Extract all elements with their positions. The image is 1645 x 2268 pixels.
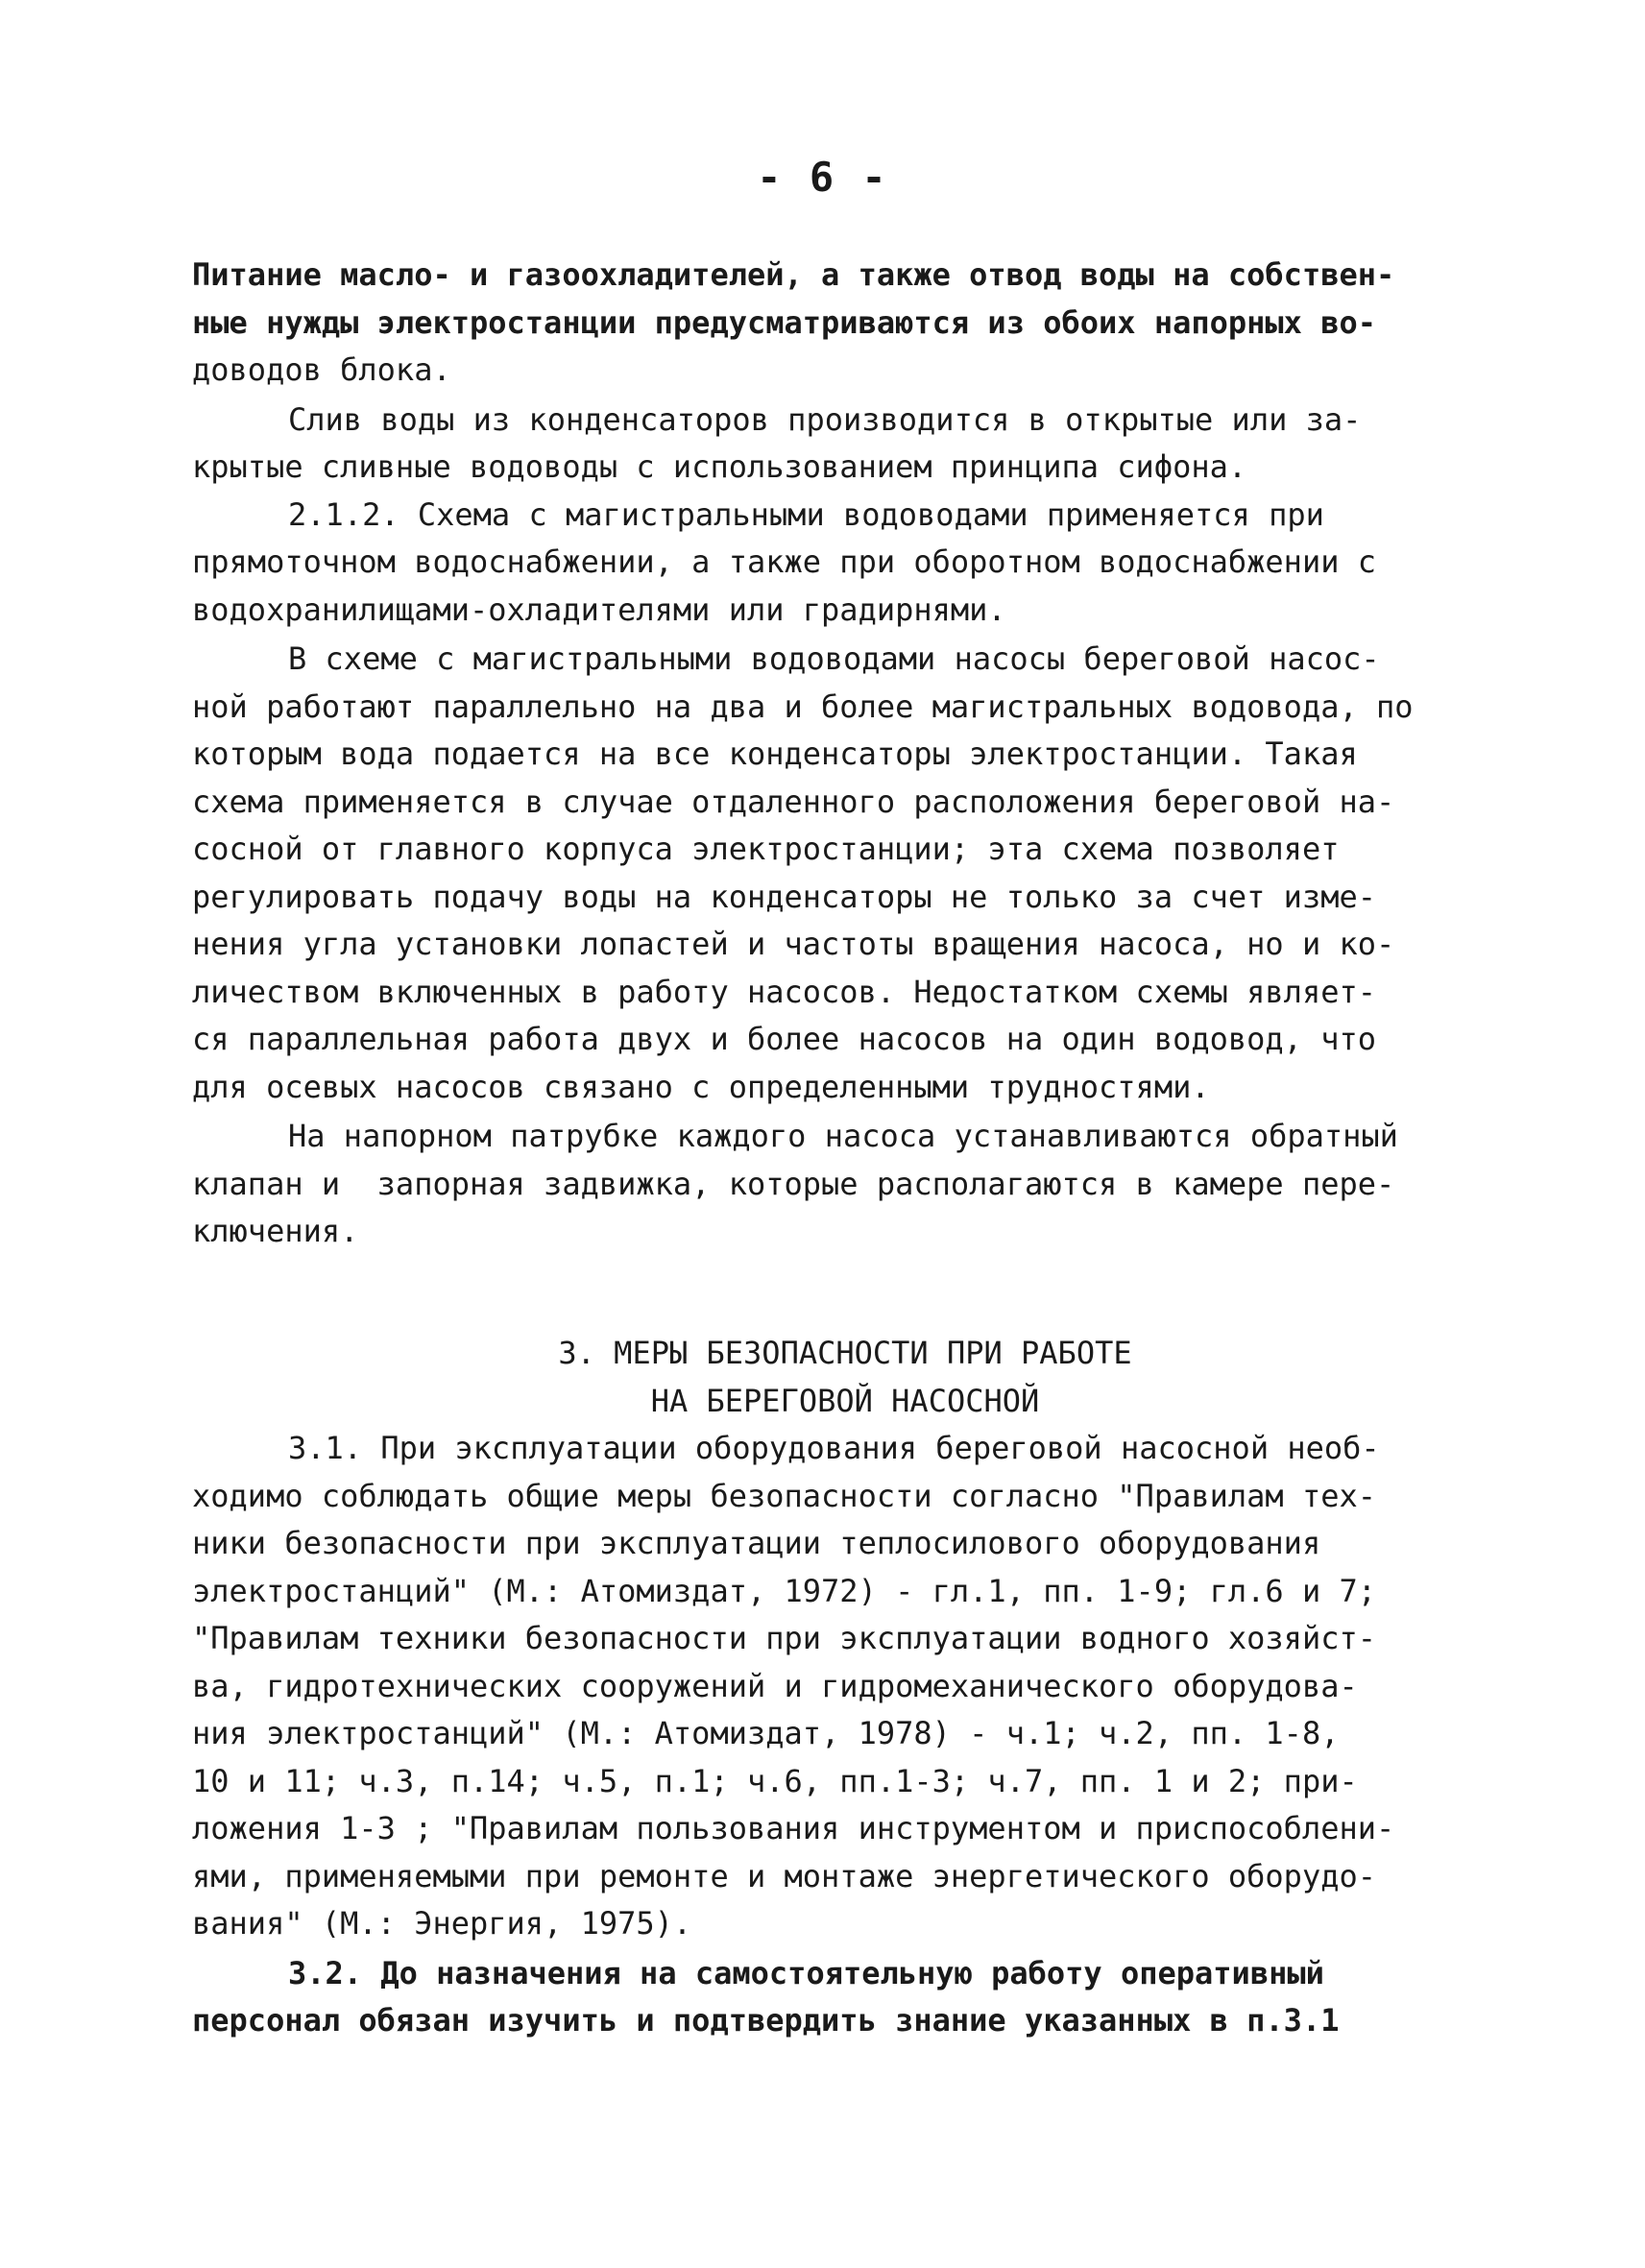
paragraph-power-supply — [192, 252, 1460, 395]
text-line: "Правилам техники безопасности при эксплуатации водного хозяйст- — [192, 1620, 1376, 1656]
text-line: ложения 1-3 ; "Правилам пользования инструментом и приспособлени- — [192, 1810, 1395, 1846]
text-line: для осевых насосов связано с определенными трудностями. — [192, 1068, 1210, 1105]
text-line: личеством включенных в работу насосов. Недостатком схемы являет- — [192, 973, 1376, 1010]
text-line: 3.1. При эксплуатации оборудования береговой насосной необ- — [288, 1430, 1380, 1466]
text-line: ходимо соблюдать общие меры безопасности согласно "Правилам тех- — [192, 1477, 1376, 1514]
text-line: ями, применяемыми при ремонте и монтаже энергетического оборудо- — [192, 1857, 1376, 1894]
text-line: 10 и 11; ч.3, п.14; ч.5, п.1; ч.6, пп.1-3; ч.7, пп. 1 и 2; при- — [192, 1762, 1358, 1799]
text-line: электростанций" (М.: Атомиздат, 1972) - гл.1, пп. 1-9; гл.6 и 7; — [192, 1572, 1376, 1609]
text-line: ники безопасности при эксплуатации теплосилового оборудования — [192, 1525, 1321, 1561]
text-line: ные нужды электростанции предусматриваются из обоих напорных во- — [192, 303, 1376, 341]
text-line: 2.1.2. Схема с магистральными водоводами применяется при — [288, 495, 1324, 533]
text-line: клапан и запорная задвижка, которые располагаются в камере пере- — [192, 1165, 1395, 1202]
text-line: Питание масло- и газоохладителей, а также отвод воды на собствен- — [192, 256, 1395, 293]
paragraph-3-1 — [192, 1425, 1460, 1948]
paragraph-check-valve — [192, 1113, 1460, 1256]
page-number: - 6 - — [757, 154, 888, 201]
section-3-heading — [192, 1330, 1460, 1425]
text-line: ключения. — [192, 1213, 359, 1249]
paragraph-3-2 — [192, 1950, 1460, 2045]
text-line: водохранилищами-охладителями или градирнями. — [192, 591, 1006, 628]
text-line: нения угла установки лопастей и частоты вращения насоса, но и ко- — [192, 926, 1395, 962]
text-line: ся параллельная работа двух и более насосов на один водовод, что — [192, 1021, 1376, 1057]
section-3-text — [192, 1330, 1460, 2045]
text-line: которым вода подается на все конденсаторы электростанции. Такая — [192, 736, 1358, 772]
paragraph-drain — [192, 397, 1460, 492]
text-line: схема применяется в случае отдаленного расположения береговой на- — [192, 783, 1395, 820]
section-2-text — [192, 252, 1460, 1256]
text-line: вания" (М.: Энергия, 1975). — [192, 1905, 692, 1942]
text-line: ния электростанций" (М.: Атомиздат, 1978) - ч.1; ч.2, пп. 1-8, — [192, 1715, 1340, 1751]
heading-line: НА БЕРЕГОВОЙ НАСОСНОЙ — [650, 1382, 1040, 1419]
heading-line: 3. МЕРЫ БЕЗОПАСНОСТИ ПРИ РАБОТЕ — [558, 1335, 1132, 1371]
paragraph-2-1-2 — [192, 492, 1460, 635]
text-line: доводов блока. — [192, 351, 451, 388]
text-line: сосной от главного корпуса электростанции; эта схема позволяет — [192, 831, 1340, 867]
text-line: ва, гидротехнических сооружений и гидромеханического оборудова- — [192, 1667, 1358, 1704]
text-line: Слив воды из конденсаторов производится в открытые или за- — [288, 400, 1362, 438]
text-line: прямоточном водоснабжении, а также при оборотном водоснабжении с — [192, 543, 1376, 580]
text-line: В схеме с магистральными водоводами насосы береговой насос- — [288, 640, 1380, 677]
text-line: ной работают параллельно на два и более магистральных водовода, по — [192, 688, 1414, 725]
text-line: На напорном патрубке каждого насоса устанавливаются обратный — [288, 1118, 1398, 1154]
paragraph-main-conduits — [192, 636, 1460, 1111]
text-line: 3.2. До назначения на самостоятельную работу оперативный — [288, 1954, 1324, 1991]
text-line: регулировать подачу воды на конденсаторы не только за счет изме- — [192, 878, 1376, 915]
text-line: персонал обязан изучить и подтвердить знание указанных в п.3.1 — [192, 2002, 1340, 2039]
text-line: крытые сливные водоводы с использованием принципа сифона. — [192, 448, 1247, 485]
